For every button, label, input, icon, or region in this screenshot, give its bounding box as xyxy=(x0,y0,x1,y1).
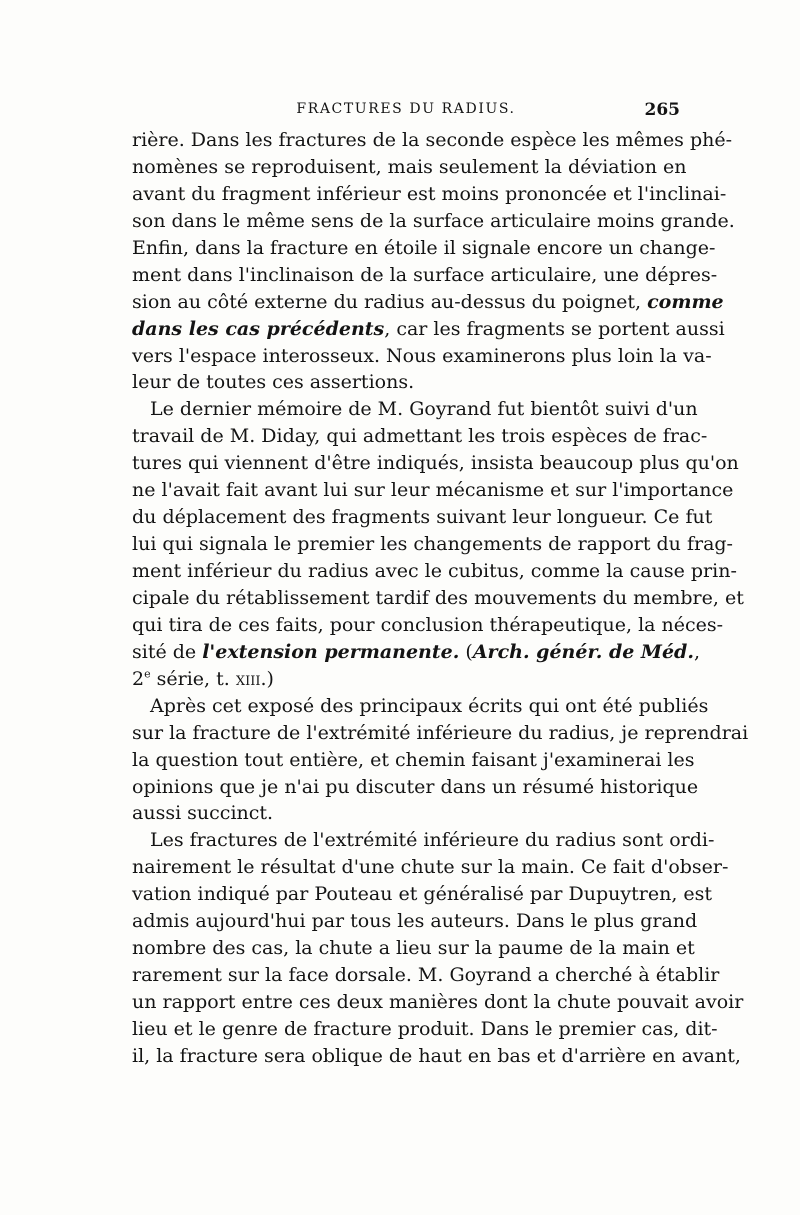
text-line: leur de toutes ces assertions. xyxy=(132,371,415,394)
text-line: sur la fracture de l'extrémité inférieure du radius, je reprendrai xyxy=(132,721,749,744)
text-line: nombre des cas, la chute a lieu sur la paume de la main et xyxy=(132,937,695,960)
text-line: opinions que je n'ai pu discuter dans un résumé historique xyxy=(132,775,699,798)
text-line: Les fractures de l'extrémité inférieure du radius sont ordi- xyxy=(150,829,715,852)
italic-text: comme xyxy=(647,290,724,313)
text-segment: , car les fragments se portent aussi xyxy=(384,317,725,340)
text-line: ment dans l'inclinaison de la surface articulaire, une dépres- xyxy=(132,263,718,286)
text-segment: série, t. xyxy=(150,667,236,690)
italic-text: Arch. génér. de Méd. xyxy=(472,640,694,663)
text-segment: sité de xyxy=(132,640,197,663)
text-line: du déplacement des fragments suivant leur longueur. Ce fut xyxy=(132,506,713,529)
text-line: vers l'espace interosseux. Nous examinerons plus loin la va- xyxy=(132,344,712,367)
body-text xyxy=(132,127,749,1070)
small-caps-text: xiii xyxy=(235,667,261,690)
text-line: la question tout entière, et chemin faisant j'examinerai les xyxy=(132,748,695,771)
text-line: rière. Dans les fractures de la seconde espèce les mêmes phé- xyxy=(132,129,733,151)
text-line: lui qui signala le premier les changements de rapport du frag- xyxy=(132,533,733,556)
text-line: travail de M. Diday, qui admettant les trois espèces de frac- xyxy=(132,425,708,448)
text-line: Le dernier mémoire de M. Goyrand fut bientôt suivi d'un xyxy=(150,398,698,421)
text-line xyxy=(132,289,724,316)
text-line: admis aujourd'hui par tous les auteurs. Dans le plus grand xyxy=(132,910,698,933)
text-line: rarement sur la face dorsale. M. Goyrand a cherché à établir xyxy=(132,964,720,987)
text-line: cipale du rétablissement tardif des mouvements du membre, et xyxy=(132,586,744,609)
text-line: qui tira de ces faits, pour conclusion thérapeutique, la néces- xyxy=(132,613,724,636)
text-line: un rapport entre ces deux manières dont la chute pouvait avoir xyxy=(132,991,744,1013)
superscript: e xyxy=(144,667,151,681)
italic-text: dans les cas précédents xyxy=(132,317,385,340)
text-line: son dans le même sens de la surface articulaire moins grande. xyxy=(132,209,735,232)
text-segment: , xyxy=(693,640,701,663)
text-line: lieu et le genre de fracture produit. Dans le premier cas, dit- xyxy=(132,1017,718,1040)
text-line: avant du fragment inférieur est moins prononcée et l'inclinai- xyxy=(132,182,727,205)
running-head: FRACTURES DU RADIUS. xyxy=(296,101,516,117)
text-segment: sion au côté externe du radius au-dessus du poignet, xyxy=(132,290,642,313)
text-line: aussi succinct. xyxy=(132,802,274,825)
text-segment: .) xyxy=(260,667,274,690)
text-line: vation indiqué par Pouteau et généralisé par Dupuytren, est xyxy=(132,883,713,906)
text-line: nomènes se reproduisent, mais seulement la déviation en xyxy=(132,155,687,178)
page-number: 265 xyxy=(644,100,680,120)
italic-text: l'extension permanente. xyxy=(202,640,460,663)
text-line: ne l'avait fait avant lui sur leur mécanisme et sur l'importance xyxy=(132,479,734,502)
text-segment: 2 xyxy=(132,667,145,690)
text-line: il, la fracture sera oblique de haut en bas et d'arrière en avant, xyxy=(132,1044,741,1067)
text-line: Après cet exposé des principaux écrits qui ont été publiés xyxy=(150,694,709,717)
text-line xyxy=(132,639,701,666)
page-header xyxy=(132,100,680,124)
text-line: nairement le résultat d'une chute sur la main. Ce fait d'obser- xyxy=(132,856,729,879)
text-line: ment inférieur du radius avec le cubitus, comme la cause prin- xyxy=(132,560,737,582)
text-segment: ( xyxy=(465,640,473,663)
text-line xyxy=(132,666,678,693)
text-line: tures qui viennent d'être indiqués, insista beaucoup plus qu'on xyxy=(132,452,739,475)
text-line xyxy=(132,316,725,343)
text-line: Enfin, dans la fracture en étoile il signale encore un change- xyxy=(132,236,716,259)
